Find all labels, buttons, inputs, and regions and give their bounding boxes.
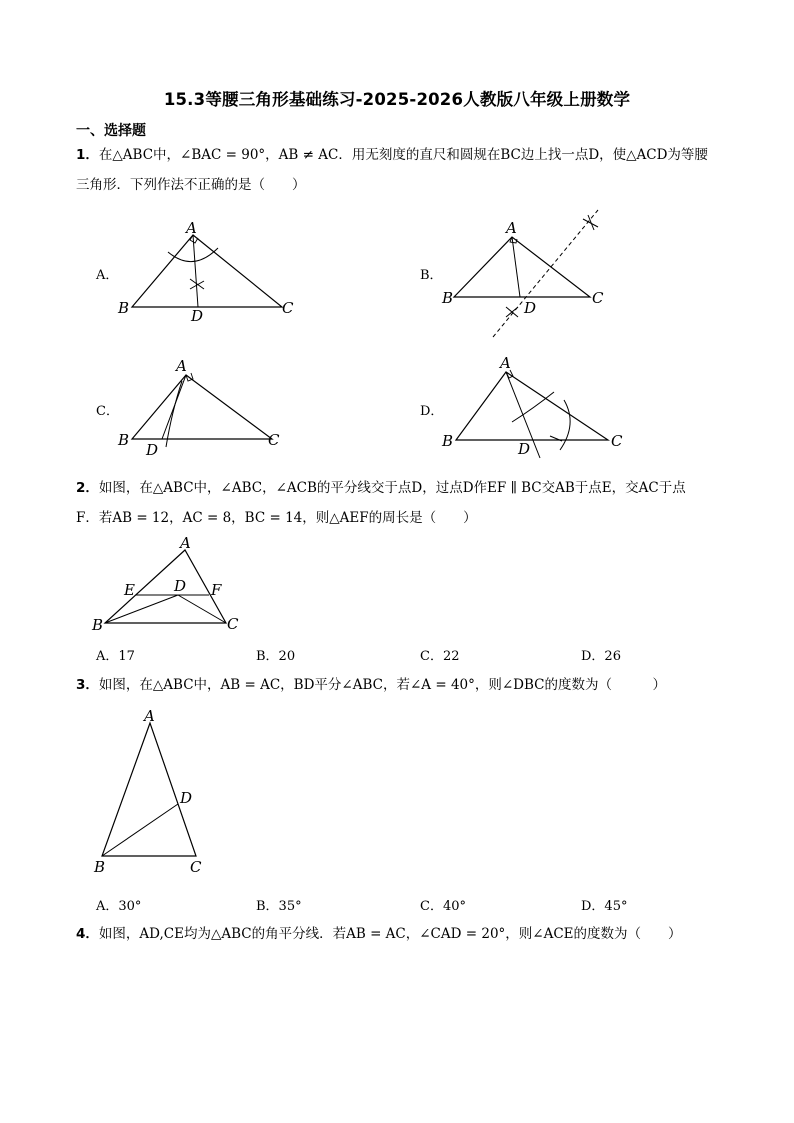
q3-option-a: A．30° (96, 899, 142, 914)
question-number: 3． (76, 677, 99, 693)
point-label-a: A (144, 707, 155, 725)
point-label-b: B (92, 616, 104, 634)
point-label-c: C (227, 615, 239, 633)
question-3 (76, 670, 726, 700)
point-label-d: D (180, 789, 193, 807)
question-1 (76, 140, 726, 200)
point-label-a: A (506, 219, 517, 237)
question-number: 1． (76, 147, 99, 163)
q1-option-d-label: D． (420, 404, 444, 419)
point-label-c: C (190, 858, 202, 876)
question-text-line1: 在△ABC中，∠BAC = 90°，AB ≠ AC．用无刻度的直尺和圆规在BC边上找一点D，使△ACD为等腰 (98, 147, 708, 163)
q1-figure-b (438, 205, 608, 340)
question-text-line2: 三角形．下列作法不正确的是（ ） (76, 177, 306, 193)
q2-option-b: B．20 (256, 649, 296, 664)
point-label-d: D (146, 441, 159, 459)
point-label-b: B (94, 858, 106, 876)
question-text-line2: F．若AB = 12，AC = 8，BC = 14，则△AEF的周长是（ ） (76, 510, 477, 526)
point-label-c: C (611, 432, 623, 450)
section-heading: 一、选择题 (76, 123, 146, 139)
q1-figure-c (110, 355, 310, 460)
q3-option-b: B．35° (256, 899, 302, 914)
question-text-line1: 如图，在△ABC中，AB = AC，BD平分∠ABC，若∠A = 40°，则∠DBC的度数为（ ） (98, 677, 667, 693)
q3-option-c: C．40° (420, 899, 466, 914)
point-label-d: D (524, 299, 537, 317)
point-label-b: B (118, 299, 130, 317)
point-label-d: D (518, 440, 531, 458)
question-number: 4． (76, 926, 99, 942)
point-label-e: E (124, 581, 135, 599)
point-label-c: C (282, 299, 294, 317)
point-label-d: D (191, 307, 204, 325)
point-label-c: C (592, 289, 604, 307)
q1-figure-a (110, 215, 310, 325)
q1-figure-d (438, 350, 638, 462)
point-label-b: B (442, 432, 454, 450)
q2-option-d: D．26 (581, 649, 621, 664)
point-label-d: D (174, 577, 187, 595)
q1-option-c-label: C． (96, 404, 119, 419)
point-label-f: F (211, 581, 222, 599)
question-2 (76, 473, 726, 533)
question-number: 2． (76, 480, 99, 496)
point-label-a: A (180, 534, 191, 552)
point-label-a: A (500, 354, 511, 372)
q2-option-c: C．22 (420, 649, 460, 664)
q3-option-d: D．45° (581, 899, 628, 914)
q3-figure (86, 706, 216, 876)
point-label-c: C (268, 431, 280, 449)
page-title: 15.3等腰三角形基础练习-2025-2026人教版八年级上册数学 (163, 90, 631, 109)
point-label-a: A (186, 219, 197, 237)
point-label-a: A (176, 357, 187, 375)
question-4 (76, 919, 726, 949)
q1-option-a-label: A． (96, 268, 119, 283)
q2-option-a: A．17 (96, 649, 135, 664)
point-label-b: B (442, 289, 454, 307)
q1-option-b-label: B． (420, 268, 443, 283)
point-label-b: B (118, 431, 130, 449)
question-text-line1: 如图，AD,CE均为△ABC的角平分线．若AB = AC，∠CAD = 20°，则∠ACE的度数为（ ） (98, 926, 682, 942)
q2-figure (88, 533, 248, 638)
question-text-line1: 如图，在△ABC中，∠ABC，∠ACB的平分线交于点D，过点D作EF ∥ BC交AB于点E，交AC于点 (98, 480, 686, 496)
